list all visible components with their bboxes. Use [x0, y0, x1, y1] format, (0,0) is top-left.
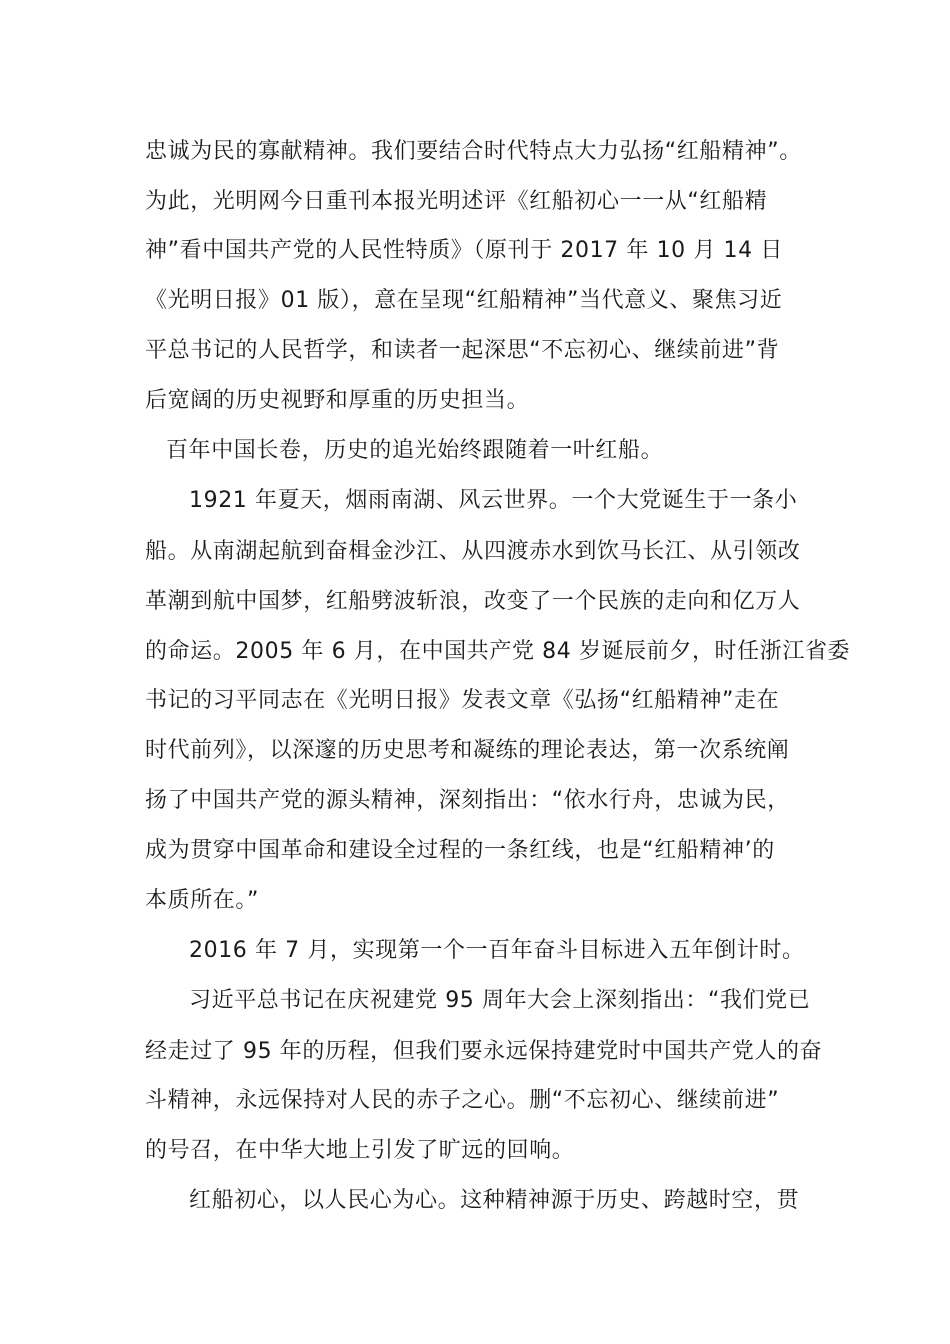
paragraph-line: 成为贯穿中国革命和建设全过程的一条红线，也是“红船精神’的 [145, 838, 775, 863]
paragraph-line: 本质所在。” [145, 888, 259, 913]
paragraph-line: 红船初心，以人民心为心。这种精神源于历史、跨越时空，贯 [189, 1188, 800, 1213]
paragraph-line: 扬了中国共产党的源头精神，深刻指出：“依水行舟，忠诚为民， [145, 788, 790, 813]
paragraph-line: 神”看中国共产党的人民性特质》（原刊于 2017 年 10 月 14 日 [145, 238, 783, 263]
paragraph-line: 《光明日报》01 版），意在呈现“红船精神”当代意义、聚焦习近 [145, 288, 783, 313]
paragraph-line: 后宽阔的历史视野和厚重的历史担当。 [145, 388, 530, 413]
paragraph-line: 百年中国长卷，历史的追光始终跟随着一叶红船。 [166, 438, 664, 463]
paragraph-line: 斗精神，永远保持对人民的赤子之心。删“不忘初心、继续前进” [145, 1088, 780, 1113]
paragraph-line: 时代前列》，以深邃的历史思考和凝练的理论表达，第一次系统阐 [145, 738, 790, 763]
paragraph-line: 平总书记的人民哲学，和读者一起深思“不忘初心、继续前进”背 [145, 338, 780, 363]
paragraph-line: 书记的习平同志在《光明日报》发表文章《弘扬“红船精神”走在 [145, 688, 780, 713]
paragraph-line: 船。从南湖起航到奋楫金沙江、从四渡赤水到饮马长江、从引领改 [145, 539, 801, 564]
paragraph-line: 2016 年 7 月，实现第一个一百年奋斗目标进入五年倒计时。 [189, 938, 805, 963]
paragraph-line: 1921 年夏天，烟雨南湖、风云世界。一个大党诞生于一条小 [189, 488, 798, 513]
paragraph-line: 革潮到航中国梦，红船劈波斩浪，改变了一个民族的走向和亿万人 [145, 589, 801, 614]
paragraph-line: 的号召，在中华大地上引发了旷远的回响。 [145, 1138, 575, 1163]
paragraph-line: 经走过了 95 年的历程，但我们要永远保持建党时中国共产党人的奋 [145, 1039, 823, 1064]
paragraph-line: 忠诚为民的寡献精神。我们要结合时代特点大力弘扬“红船精神”。 [145, 139, 802, 164]
paragraph-line: 习近平总书记在庆祝建党 95 周年大会上深刻指出：“我们党已 [189, 988, 811, 1013]
paragraph-line: 为此，光明网今日重刊本报光明述评《红船初心一一从“红船精 [145, 189, 768, 214]
paragraph-line: 的命运。2005 年 6 月，在中国共产党 84 岁诞辰前夕，时任浙江省委 [145, 639, 851, 664]
